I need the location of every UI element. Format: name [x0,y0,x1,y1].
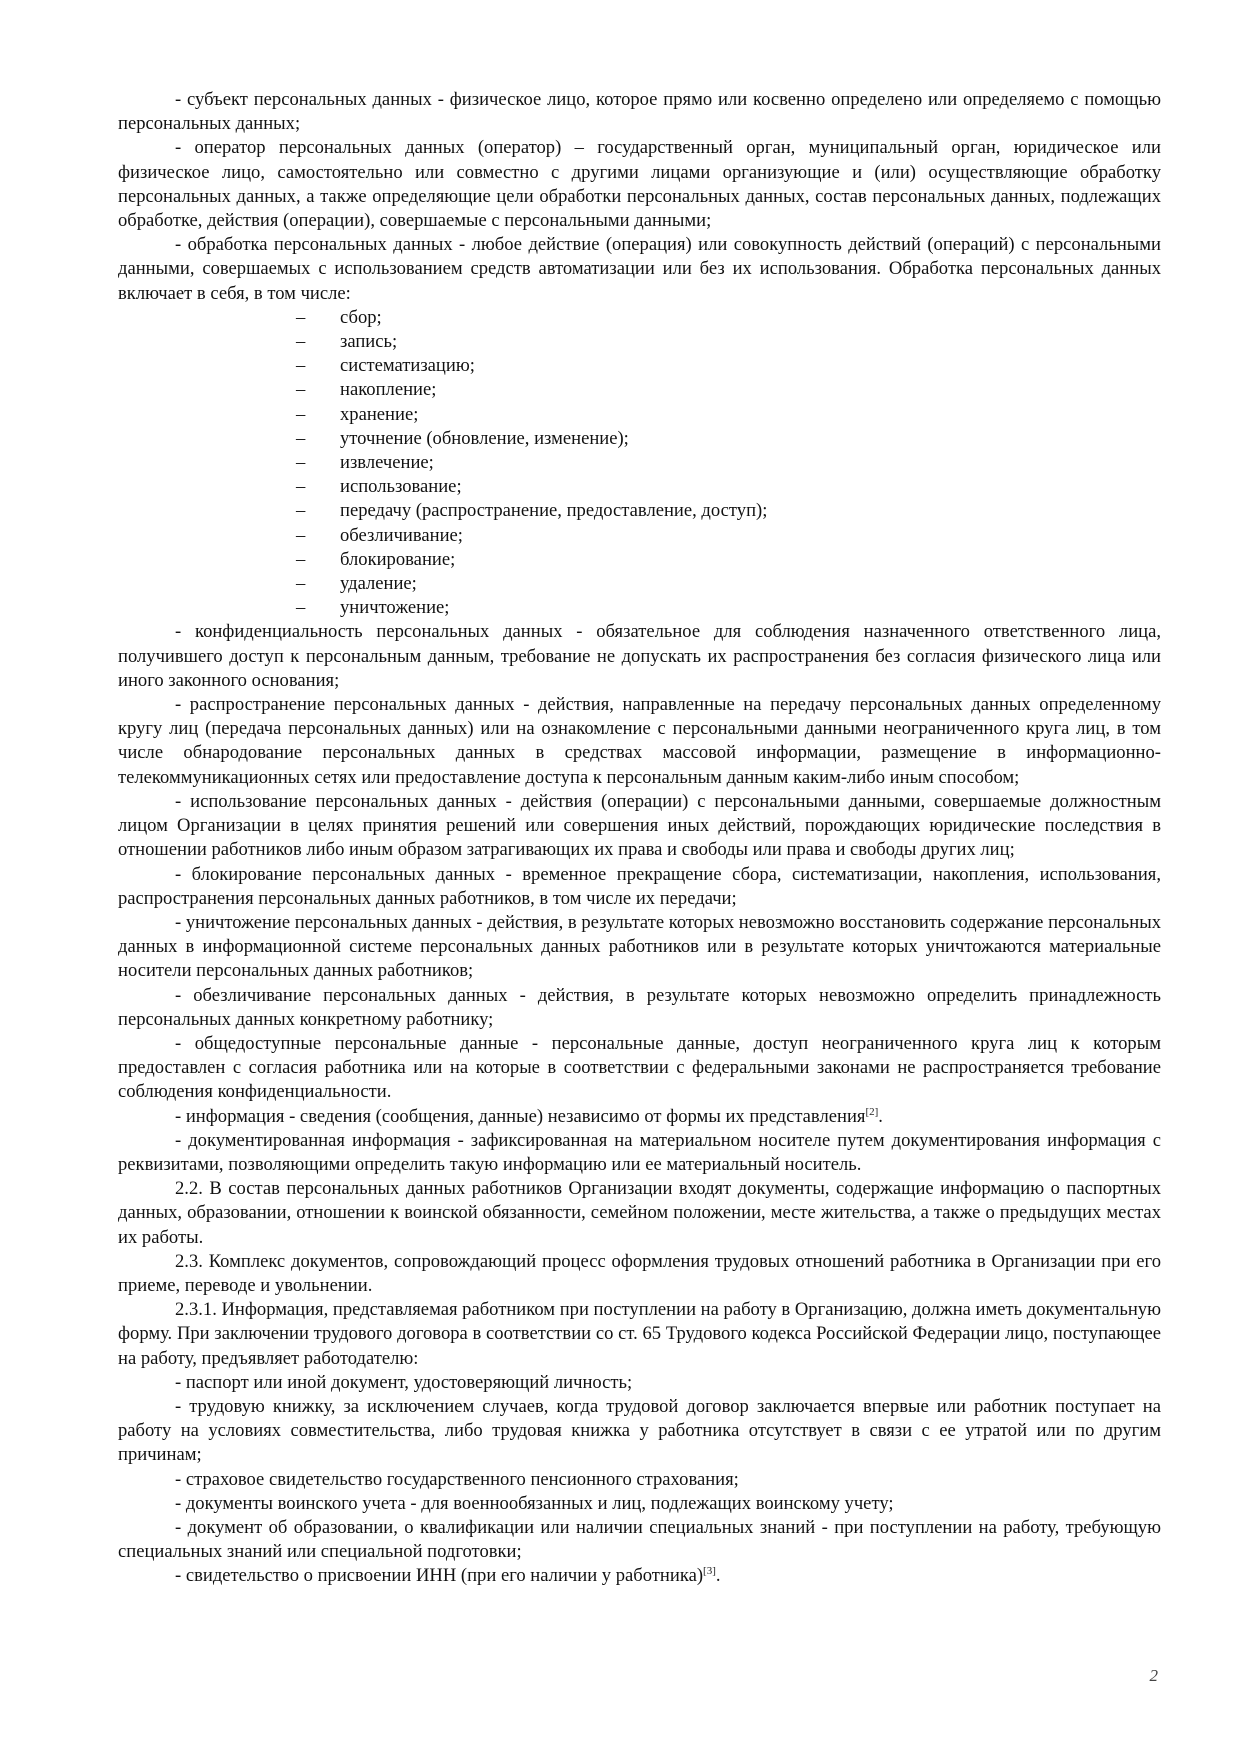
definition-paragraph: - использование персональных данных - действия (операции) с персональными данными, совершаемые должностным лицом Организации в целях принятия решений или совершения иных действий, порождающих юридические последствия в отношении работников либо иным образом затрагивающих их права и свободы или права и свободы других лиц; [118,790,1161,861]
body-paragraph: - документ об образовании, о квалификации или наличии специальных знаний - при поступлении на работу, требующую специальных знаний или специальной подготовки; [118,1516,1161,1563]
body-paragraph: 2.3. Комплекс документов, сопровождающий процесс оформления трудовых отношений работника в Организации при его приеме, переводе и увольнении. [118,1250,1161,1296]
definition-paragraph: - конфиденциальность персональных данных - обязательное для соблюдения назначенного ответственного лица, получившего доступ к персональным данным, требование не допускать их распространения без согласия физического лица или иного законного основания; [118,621,1161,691]
list-item-text: удаление; [340,573,417,595]
definition-paragraph: - оператор персональных данных (оператор) – государственный орган, муниципальный орган, юридическое или физическое лицо, самостоятельно или совместно с другими лицами организующие и (или) осуществляющие обработку персональных данных, а также определяющие цели обработки персональных данных, состав персональных данных, подлежащих обработке, действия (операции), совершаемые с персональными данными; [118,137,1161,232]
list-item [118,354,1161,378]
list-item-text: использование; [340,476,462,498]
list-item [118,306,1161,330]
list-dash: – [296,597,306,619]
list-item [118,499,1161,523]
list-dash: – [296,331,306,353]
list-item-text: обезличивание; [340,524,463,546]
definitions-after-list [118,620,1161,1104]
page-number: 2 [1149,1666,1158,1685]
list-dash: – [296,306,306,328]
list-item-text: запись; [340,331,398,353]
body-paragraph: - документы воинского учета - для военнообязанных и лиц, подлежащих воинскому учету; [175,1492,894,1514]
list-dash: – [296,548,306,570]
list-item [118,378,1161,402]
info-definition: - информация - сведения (сообщения, данные) независимо от формы их представления[2]. [175,1105,883,1127]
definition-paragraph: - обработка персональных данных - любое действие (операция) или совокупность действий (операций) с персональными данными, совершаемых с использованием средств автоматизации или без их использования. Обработка персональных данных включает в себя, в том числе: [118,234,1161,304]
body-paragraph: 2.3.1. Информация, представляемая работником при поступлении на работу в Организацию, должна иметь документальную форму. При заключении трудового договора в соответствии со ст. 65 Трудового кодекса Российской Федерации лицо, поступающее на работу, предъявляет работодателю: [118,1299,1161,1369]
list-dash: – [296,355,306,377]
list-item-text: систематизацию; [340,355,475,377]
list-item-text: блокирование; [340,548,456,570]
body-paragraph: - документированная информация - зафиксированная на материальном носителе путем документирования информация с реквизитами, позволяющими определить такую информацию или ее материальный носитель. [118,1129,1161,1175]
definition-paragraph: - субъект персональных данных - физическое лицо, которое прямо или косвенно определено или определяемо с помощью персональных данных; [118,89,1161,135]
list-item [118,524,1161,548]
list-item [118,572,1161,596]
list-item-text: уничтожение; [340,597,450,619]
list-item [118,451,1161,475]
list-item [118,330,1161,354]
list-dash: – [296,379,306,401]
definitions-before-list [118,88,1161,306]
footnote-link-2[interactable]: [2] [865,1105,879,1118]
list-item-text: накопление; [340,379,437,401]
list-item [118,548,1161,572]
body-paragraph: - страховое свидетельство государственного пенсионного страхования; [175,1468,739,1490]
list-dash: – [296,427,306,449]
list-item-text: сбор; [340,306,382,328]
list-dash: – [296,452,306,474]
inn-item: - свидетельство о присвоении ИНН (при его наличии у работника)[3]. [175,1565,721,1587]
definition-paragraph: - обезличивание персональных данных - действия, в результате которых невозможно определить принадлежность персональных данных конкретному работнику; [118,984,1161,1030]
list-dash: – [296,403,306,425]
definitions-after-info [118,1129,1161,1565]
list-item [118,475,1161,499]
list-item [118,427,1161,451]
footnote-link-3[interactable]: [3] [703,1565,716,1578]
list-dash: – [296,524,306,546]
list-item-text: передачу (распространение, предоставление, доступ); [340,500,768,522]
definition-paragraph: - блокирование персональных данных - временное прекращение сбора, систематизации, накопления, использования, распространения персональных данных работников, в том числе их передачи; [118,863,1161,909]
definition-paragraph: - общедоступные персональные данные - персональные данные, доступ неограниченного круга лиц к которым предоставлен с согласия работника или на которые в соответствии с федеральными законами не распространяется требование соблюдения конфиденциальности. [118,1032,1161,1103]
definition-paragraph: - уничтожение персональных данных - действия, в результате которых невозможно восстановить содержание персональных данных в информационной системе персональных данных работников или в результате которых уничтожаются материальные носители персональных данных работников; [118,911,1161,982]
list-item-text: уточнение (обновление, изменение); [340,427,629,449]
body-paragraph: - паспорт или иной документ, удостоверяющий личность; [175,1371,633,1393]
list-dash: – [296,500,306,522]
list-item-text: извлечение; [340,452,434,474]
list-dash: – [296,476,306,498]
definition-paragraph: - распространение персональных данных - действия, направленные на передачу персональных данных определенному кругу лиц (передача персональных данных) или на ознакомление с персональными данными неограниченного круга лиц, в том числе обнародование персональных данных в средствах массовой информации, размещение в информационно-телекоммуникационных сетях или предоставление доступа к персональным данным каким-либо иным способом; [118,694,1161,788]
body-paragraph: 2.2. В состав персональных данных работников Организации входят документы, содержащие информацию о паспортных данных, образовании, отношении к воинской обязанности, семейном положении, месте жительства, а также о предыдущих местах их работы. [118,1178,1161,1248]
list-item [118,403,1161,427]
body-paragraph: - трудовую книжку, за исключением случаев, когда трудовой договор заключается впервые или работник поступает на работу на условиях совместительства, либо трудовая книжка у работника отсутствует в связи с ее утратой или по другим причинам; [118,1395,1161,1466]
processing-actions-list [118,306,1161,621]
list-item [118,596,1161,620]
list-dash: – [296,573,306,595]
list-item-text: хранение; [340,403,419,425]
